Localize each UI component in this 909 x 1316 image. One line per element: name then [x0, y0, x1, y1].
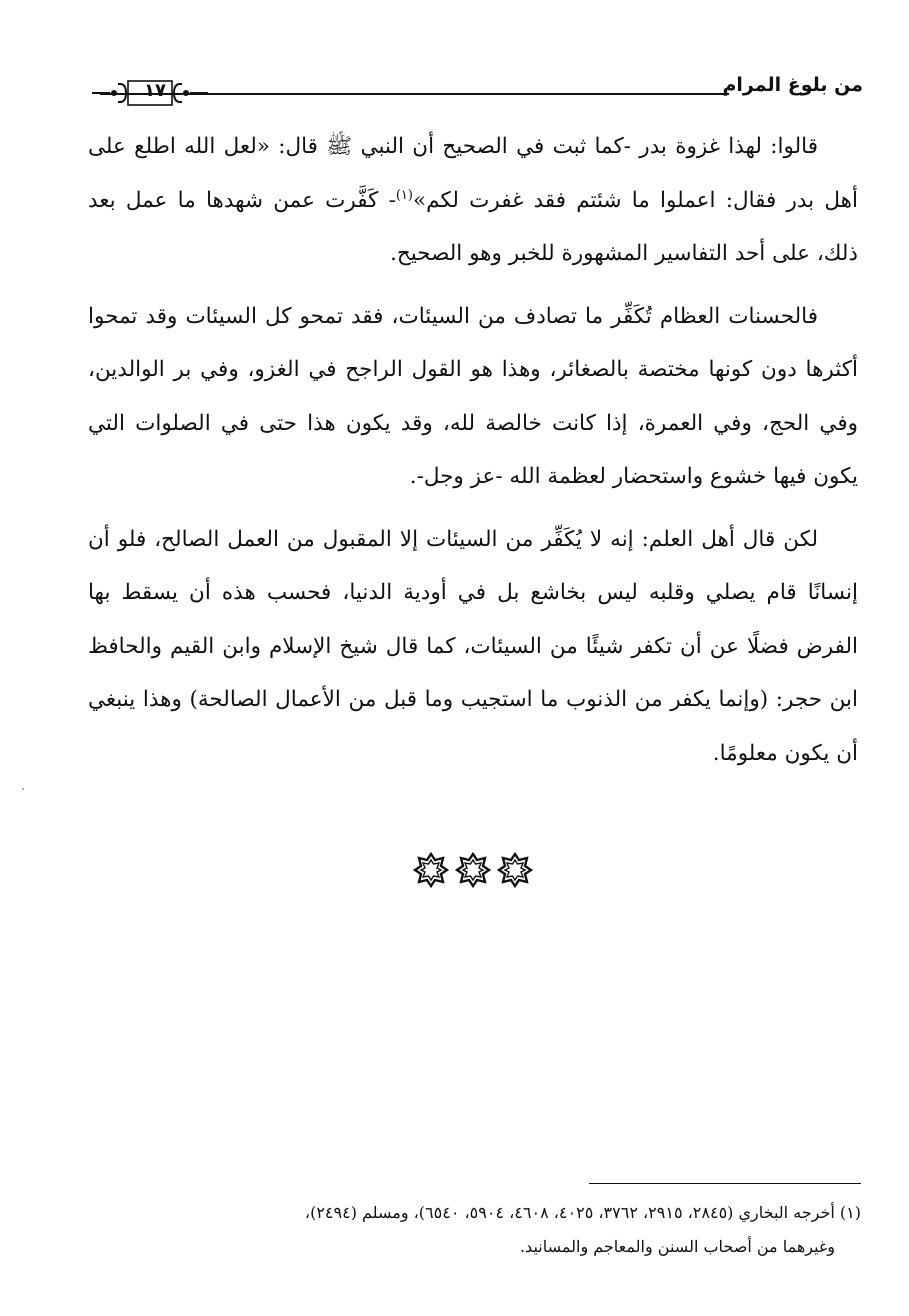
footnote-1-continued: وغيرهما من أصحاب السنن والمعاجم والمسانيد.: [519, 1237, 835, 1256]
section-separator: [413, 852, 543, 892]
footnotes: [61, 1196, 861, 1264]
footnote-rule: [589, 1183, 861, 1184]
eight-point-star-icon: [455, 852, 491, 888]
paragraph-3: لكن قال أهل العلم: إنه لا يُكَفِّر من السيئات إلا المقبول من العمل الصالح، فلو أن إنسانًا قام يصلي وقلبه ليس بخاشع بل في أودية الدنيا، فحسب هذه أن يسقط بها الفرض فضلًا عن أن تكفر شيئًا من السيئات، كما قال شيخ الإسلام وابن القيم والحافظ ابن حجر: (وإنما يكفر من الذنوب ما استجيب وما قبل من الأعمال الصالحة) وهذا ينبغي أن يكون معلومًا.: [88, 526, 858, 766]
scan-speck: [22, 788, 24, 790]
page-number: ١٧: [144, 80, 166, 101]
footnote-marker: (١): [395, 187, 413, 203]
running-title: من بلوغ المرام: [722, 74, 863, 96]
paragraph-1-text: قالوا: لهذا غزوة بدر -كما ثبت في الصحيح أن النبي ﷺ قال: «لعل الله اطلع على أهل بدر فقال: اعملوا ما شئتم فقد غفرت لكم»: [88, 134, 858, 213]
paragraph-2: فالحسنات العظام تُكَفِّر ما تصادف من السيئات، فقد تمحو كل السيئات وقد تمحوا أكثرها دون كونها مختصة بالصغائر، وهذا هو القول الراجح في الغزو، وفي بر الوالدين، وفي الحج، وفي العمرة، إذا كانت خالصة لله، وقد يكون هذا حتى في الصلوات التي يكون فيها خشوع واستحضار لعظمة الله -عز وجل-.: [88, 303, 858, 489]
paragraph-1-tail: - كَفَّرت عمن شهدها ما عمل بعد ذلك، على أحد التفاسير المشهورة للخبر وهو الصحيح.: [88, 187, 858, 266]
paragraph-1: [88, 120, 858, 281]
eight-point-star-icon: [497, 852, 533, 888]
footnote-1: (١) أخرجه البخاري (٢٨٤٥، ٢٩١٥، ٣٧٦٢، ٤٠٢٥، ٤٦٠٨، ٥٩٠٤، ٦٥٤٠)، ومسلم (٢٤٩٤)،: [304, 1203, 861, 1222]
eight-point-star-icon: [413, 852, 449, 888]
main-text: [88, 120, 858, 780]
